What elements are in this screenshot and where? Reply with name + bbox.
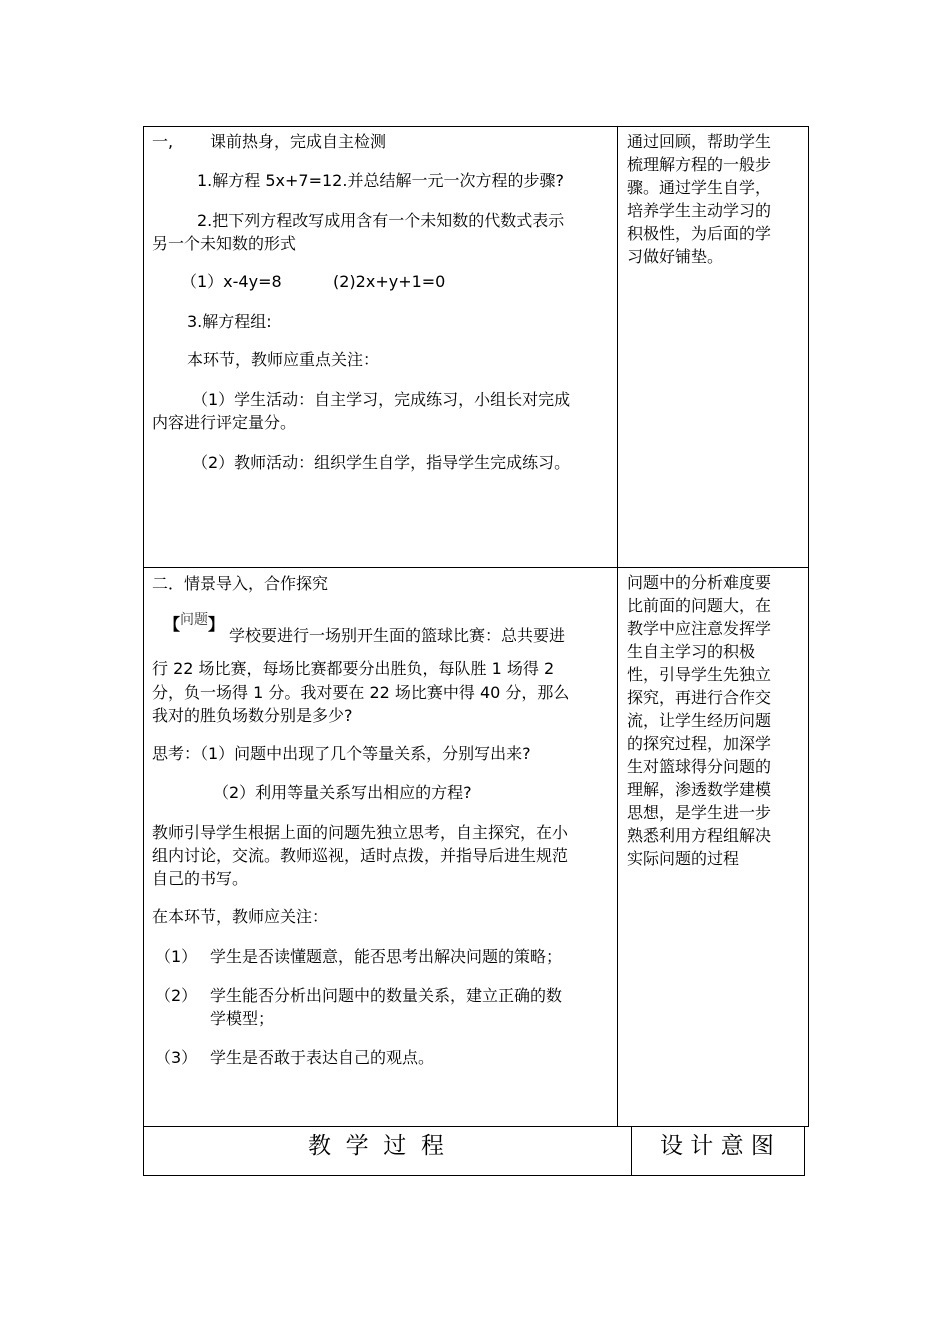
intent-line: 熟悉利用方程组解决	[627, 826, 772, 845]
question-1: 1.解方程 5x+7=12.并总结解一元一次方程的步骤?	[197, 171, 564, 190]
equation-2: (2)2x+y+1=0	[333, 272, 446, 291]
intent-line: 梳理解方程的一般步	[627, 155, 772, 174]
intent-line: 的探究过程，加深学	[627, 734, 772, 753]
item-1-text: 学生是否读懂题意，能否思考出解决问题的策略；	[210, 947, 563, 966]
intent-line: 生对篮球得分问题的	[627, 757, 772, 776]
tag-open-bracket: 【	[164, 615, 181, 634]
intent-line: 通过回顾，帮助学生	[627, 132, 772, 151]
question-2-line2: 另一个未知数的形式	[152, 234, 297, 253]
intent-line: 理解，渗透数学建模	[627, 780, 772, 799]
problem-tag	[164, 614, 224, 637]
section1-design-intent	[627, 130, 791, 268]
section2-heading: 二．情景导入，合作探究	[152, 574, 329, 593]
question-2-line1: 2.把下列方程改写成用含有一个未知数的代数式表示	[197, 211, 565, 230]
intent-line: 流，让学生经历问题	[627, 711, 772, 730]
design-intent-header: 设 计 意 图	[660, 1133, 774, 1159]
problem-line1: 学校要进行一场别开生面的篮球比赛：总共要进	[229, 626, 566, 645]
think-2: （2）利用等量关系写出相应的方程?	[213, 783, 472, 802]
section2-focus: 在本环节，教师应关注：	[152, 907, 329, 926]
focus-heading: 本环节，教师应重点关注：	[187, 350, 380, 369]
section1-heading-num: 一,	[152, 132, 174, 151]
item-2-num: （2）	[155, 986, 198, 1005]
item-3-text: 学生是否敢于表达自己的观点。	[210, 1048, 435, 1067]
item-1-num: （1）	[155, 947, 198, 966]
problem-line2: 行 22 场比赛，每场比赛都要分出胜负，每队胜 1 场得 2	[152, 659, 555, 678]
student-activity-line2: 内容进行评定量分。	[152, 413, 297, 432]
problem-line3: 分，负一场得 1 分。我对要在 22 场比赛中得 40 分，那么	[152, 683, 570, 702]
tag-close-bracket: 】	[208, 615, 225, 634]
section2-design-intent	[627, 571, 791, 870]
intent-line: 习做好铺垫。	[627, 247, 724, 266]
row-divider	[143, 567, 809, 568]
guide-line3: 自己的书写。	[152, 869, 249, 888]
equation-1: （1）x-4y=8	[181, 272, 282, 291]
problem-line4: 我对的胜负场数分别是多少?	[152, 706, 353, 725]
intent-line: 探究，再进行合作交	[627, 688, 772, 707]
intent-line: 骤。通过学生自学，	[627, 178, 772, 197]
intent-line: 积极性，为后面的学	[627, 224, 772, 243]
intent-line: 教学中应注意发挥学	[627, 619, 772, 638]
teacher-activity: （2）教师活动：组织学生自学，指导学生完成练习。	[192, 453, 571, 472]
student-activity-line1: （1）学生活动：自主学习，完成练习，小组长对完成	[192, 390, 571, 409]
intent-line: 思想，是学生进一步	[627, 803, 772, 822]
column-divider	[617, 126, 618, 1127]
intent-line: 生自主学习的积极	[627, 642, 756, 661]
item-2-text-line2: 学模型；	[210, 1009, 275, 1028]
question-3: 3.解方程组:	[187, 312, 272, 331]
guide-line2: 组内讨论，交流。教师巡视，适时点拨，并指导后进生规范	[152, 846, 569, 865]
intent-line: 问题中的分析难度要	[627, 573, 772, 592]
item-3-num: （3）	[155, 1048, 198, 1067]
teaching-process-header: 教 学 过 程	[308, 1133, 444, 1159]
intent-line: 培养学生主动学习的	[627, 201, 772, 220]
footer-divider	[631, 1126, 632, 1176]
guide-line1: 教师引导学生根据上面的问题先独立思考，自主探究，在小	[152, 823, 569, 842]
think-1: 思考：（1）问题中出现了几个等量关系，分别写出来?	[152, 744, 531, 763]
intent-line: 实际问题的过程	[627, 849, 740, 868]
item-2-text-line1: 学生能否分析出问题中的数量关系，建立正确的数	[210, 986, 563, 1005]
intent-line: 性，引导学生先独立	[627, 665, 772, 684]
tag-label: 问题	[180, 612, 209, 628]
section1-heading: 课前热身，完成自主检测	[210, 132, 387, 151]
intent-line: 比前面的问题大，在	[627, 596, 772, 615]
